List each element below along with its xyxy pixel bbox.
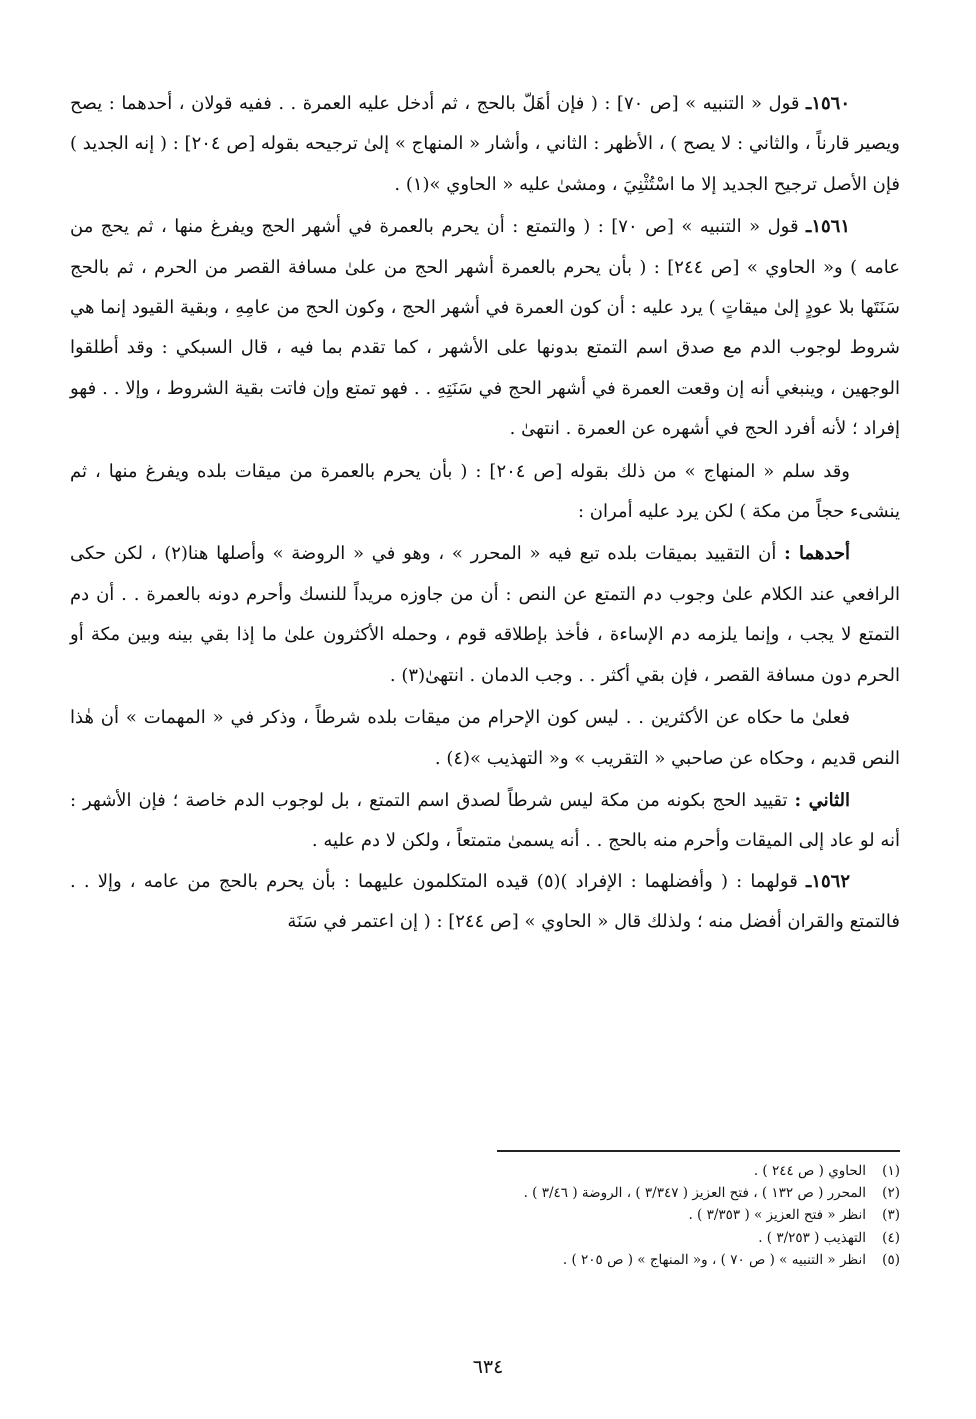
paragraph-text: قولهما : ( وأفضلهما : الإفراد )(٥) قيده المتكلمون عليهما : بأن يحرم بالحج من عامه ، وإلا . . فالتمتع والقران أفضل منه ؛ ولذلك قال « الحاوي » [ص ٢٤٤] : ( إن اعتمر في سَنَة <box>70 870 900 933</box>
footnote-text: الحاوي ( ص ٢٤٤ ) . <box>753 1163 866 1179</box>
footnote-number: (٣) <box>882 1207 900 1224</box>
paragraph-text: فعلىٰ ما حكاه عن الأكثرين . . ليس كون الإحرام من ميقات بلده شرطاً ، وذكر في « المهمات » أن هٰذا النص قديم ، وحكاه عن صاحبي « التقريب » و« التهذيب »(٤) . <box>70 707 900 769</box>
footnote-number: (١) <box>882 1163 900 1179</box>
paragraph-1562 <box>70 862 900 943</box>
paragraph-1561 <box>70 207 900 449</box>
paragraph-text: قول « التنبيه » [ص ٧٠] : ( والتمتع : أن يحرم بالعمرة في أشهر الحج ويفرغ منها ، ثم يحج من عامه ) و« الحاوي » [ص ٢٤٤] : ( بأن يحرم بالعمرة أشهر الحج من علىٰ مسافة القصر من الحرم ، ثم بالحج سَنَتَها بلا عودٍ إلىٰ ميقاتٍ ) يرد عليه : أن كون العمرة في أشهر الحج ، وكون الحج من عامِهِ ، وبقية القيود إنما هي شروط لوجوب الدم مع صدق اسم التمتع بدونها على الأشهر ، كما تقدم بما فيه ، قال السبكي : وقد أطلقوا الوجهين ، وينبغي أنه إن وقعت العمرة في أشهر الحج في سَنَتِهِ . . فهو تمتع وإن فاتت بقية الشروط ، وإلا . . فهو إفراد ؛ لأنه أفرد الحج في أشهره عن العمرة . انتهىٰ . <box>70 216 900 440</box>
footnote <box>70 1227 900 1249</box>
footnote <box>70 1182 900 1204</box>
footnote <box>70 1249 900 1271</box>
main-text <box>70 84 900 943</box>
page-number: ٦٣٤ <box>472 1356 504 1378</box>
paragraph-label: ١٥٦٠ـ <box>806 93 850 114</box>
footnote-divider <box>497 1150 900 1152</box>
footnote-text: المحرر ( ص ١٣٢ ) ، فتح العزيز ( ٣/٣٤٧ ) ، الروضة ( ٣/٤٦ ) . <box>523 1185 866 1202</box>
footnote-text: انظر « التنبيه » ( ص ٧٠ ) ، و« المنهاج » ( ص ٢٠٥ ) . <box>562 1251 866 1268</box>
paragraph-label: الثاني : <box>794 789 851 811</box>
paragraph-text: تقييد الحج بكونه من مكة ليس شرطاً لصدق اسم التمتع ، بل لوجوب الدم خاصة ؛ فإن الأشهر : أنه لو عاد إلى الميقات وأحرم منه بالحج . . أنه يسمىٰ متمتعاً ، ولكن لا دم عليه . <box>70 789 900 852</box>
footnote-number: (٢) <box>882 1185 900 1202</box>
footnotes <box>70 1160 900 1271</box>
footnote-number: (٤) <box>882 1229 900 1246</box>
paragraph-1560 <box>70 84 900 205</box>
paragraph-akthareen <box>70 698 900 779</box>
paragraph-text: قول « التنبيه » [ص ٧٠] : ( فإن أهَلّ بالحج ، ثم أدخل عليه العمرة . . ففيه قولان ، أحدهما : يصح ويصير قارناً ، والثاني : لا يصح ) ، الأظهر : الثاني ، وأشار « المنهاج » إلىٰ ترجيحه بقوله [ص ٢٠٤] : ( إنه الجديد ) فإن الأصل ترجيح الجديد إلا ما اسْتُثْنِيَ ، ومشىٰ عليه « الحاوي »(١) . <box>70 93 900 195</box>
footnote-text: التهذيب ( ٣/٢٥٣ ) . <box>758 1229 866 1246</box>
footnote <box>70 1204 900 1226</box>
paragraph-label: ١٥٦١ـ <box>806 216 850 238</box>
paragraph-first-point <box>70 534 900 696</box>
footnote-text: انظر « فتح العزيز » ( ٣/٣٥٣ ) . <box>688 1207 866 1224</box>
paragraph-text: أن التقييد بميقات بلده تبع فيه « المحرر » ، وهو في « الروضة » وأصلها هنا(٢) ، لكن حكى الرافعي عند الكلام علىٰ وجوب دم التمتع عن النص : أن من جاوزه مريداً للنسك وأحرم دونه بالعمرة . . أن دم التمتع لا يجب ، وإنما يلزمه دم الإساءة ، فأخذ بإطلاقه قوم ، وحمله الأكثرون علىٰ ما إذا بقي بينه وبين مكة أو الحرم دون مسافة القصر ، فإن بقي أكثر . . وجب الدمان . انتهىٰ(٣) . <box>70 543 900 686</box>
paragraph-label: ١٥٦٢ـ <box>806 870 850 892</box>
paragraph-text: وقد سلم « المنهاج » من ذلك بقوله [ص ٢٠٤] : ( بأن يحرم بالعمرة من ميقات بلده ويفرغ منها ، ثم ينشىء حجاً من مكة ) لكن يرد عليه أمران : <box>70 460 900 523</box>
paragraph-second-point <box>70 781 900 862</box>
footnote-number: (٥) <box>882 1251 900 1268</box>
paragraph-label: أحدهما : <box>784 543 850 565</box>
footnote <box>70 1160 900 1182</box>
paragraph-minhaj <box>70 452 900 533</box>
